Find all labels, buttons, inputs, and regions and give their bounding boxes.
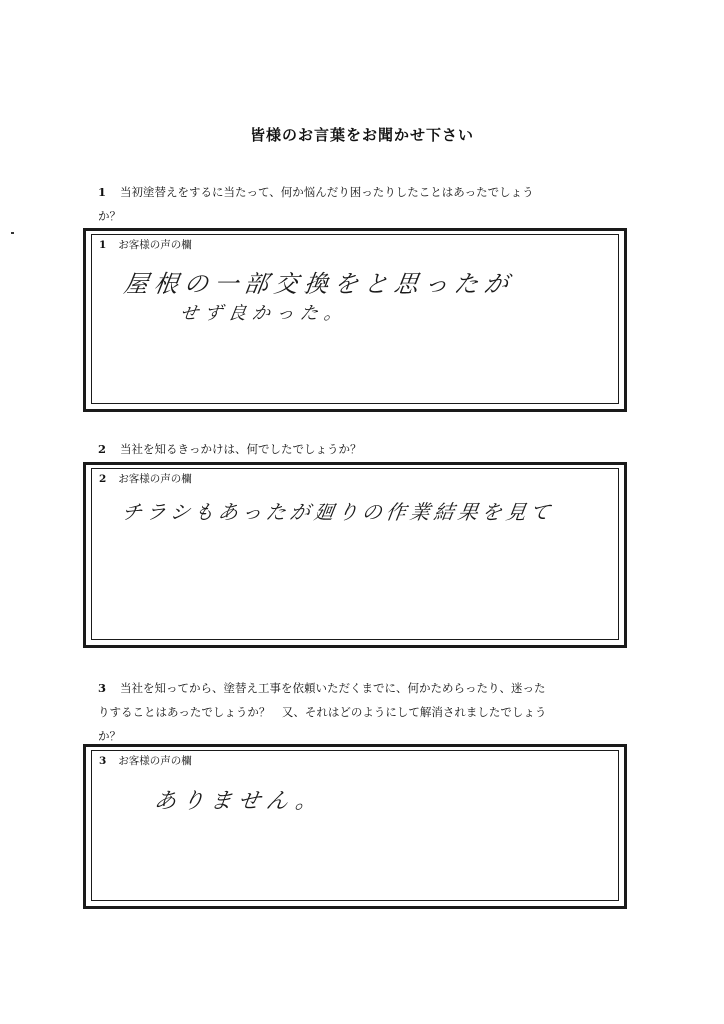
box-label-text: お客様の声の欄 (118, 755, 192, 767)
question-text-line: か？ (98, 729, 121, 743)
question-number: 3 (98, 681, 107, 695)
question-text-line: か？ (98, 209, 121, 223)
question-text-line: 当社を知ってから、塗替え工事を依頼いただくまでに、何かためらったり、迷った (120, 681, 546, 695)
answer-line: ありません。 (152, 789, 326, 814)
answer-line: チラシもあったが廻りの作業結果を見て (120, 500, 556, 524)
question-number: 2 (98, 442, 107, 456)
answer-line: 屋根の一部交換をと思ったが (122, 270, 517, 298)
question-number: 1 (98, 185, 107, 199)
handwritten-answer (118, 269, 516, 329)
handwritten-answer (120, 497, 556, 527)
scan-speck (11, 232, 14, 234)
question-text-line: りすることはあったでしょうか？ 又、それはどのようにして解消されましたでしょう (98, 705, 547, 719)
box-number: 3 (99, 755, 107, 767)
box-label (99, 237, 192, 252)
question-3 (98, 676, 630, 748)
box-label (99, 753, 192, 768)
answer-box-3 (83, 744, 627, 909)
box-label-text: お客様の声の欄 (118, 473, 192, 485)
answer-box-2 (83, 462, 627, 648)
page-title: 皆様のお言葉をお聞かせ下さい (249, 126, 474, 144)
question-text-line: 当初塗替えをするに当たって、何か悩んだり困ったりしたことはあったでしょう (120, 185, 534, 199)
box-label (99, 471, 192, 486)
box-number: 1 (99, 239, 107, 251)
answer-line: せず良かった。 (178, 303, 350, 324)
question-2 (98, 437, 630, 461)
question-text-line: 当社を知るきっかけは、何でしたでしょうか？ (120, 442, 362, 456)
box-number: 2 (99, 473, 107, 485)
question-1 (98, 180, 630, 228)
box-label-text: お客様の声の欄 (118, 239, 192, 251)
handwritten-answer (152, 787, 326, 817)
answer-box-1 (83, 228, 627, 412)
